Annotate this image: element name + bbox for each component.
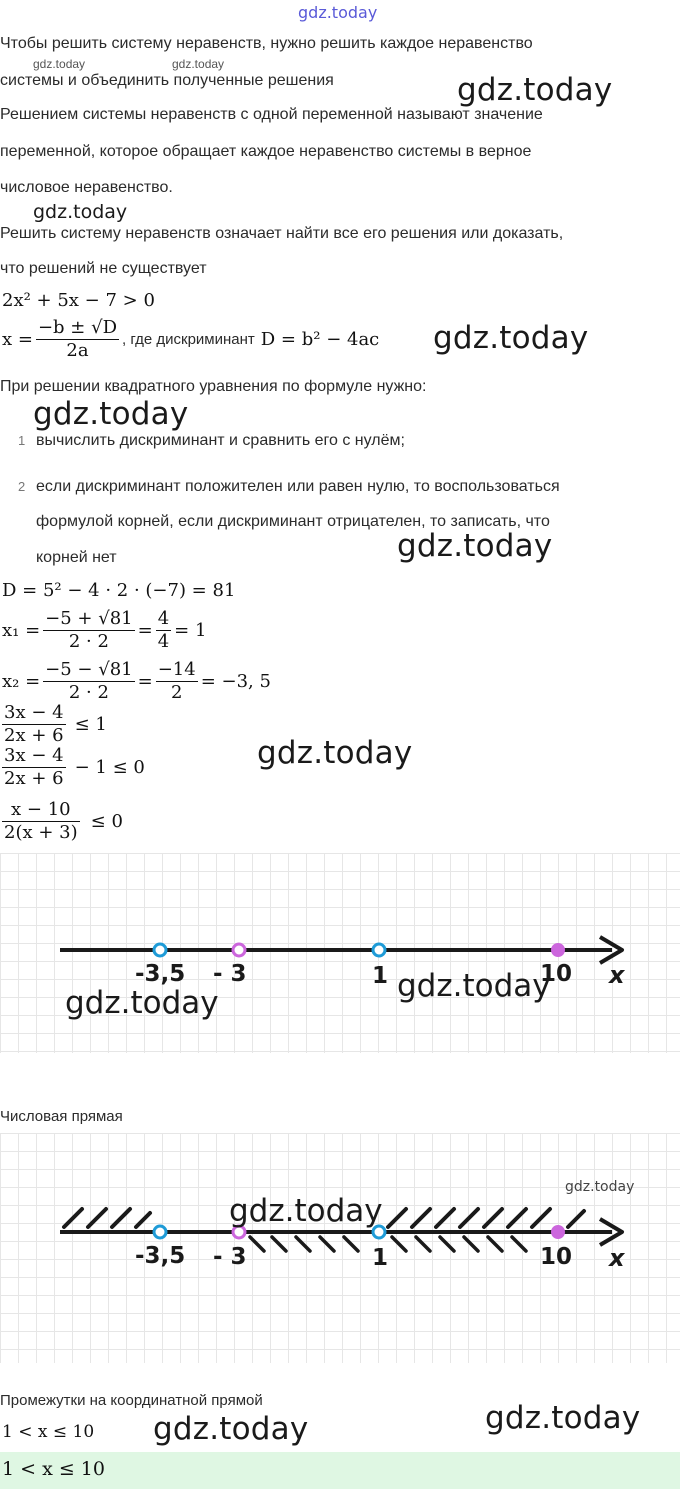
theory-p2-line2: переменной, которое обращает каждое неравенство системы в верное xyxy=(0,143,532,160)
figure2-caption: Числовая прямая xyxy=(0,1108,123,1125)
x2-denominator: 2 · 2 xyxy=(68,682,109,703)
inequality-1: 2x² + 5x − 7 > 0 xyxy=(2,290,155,311)
rational-ineq-3 xyxy=(2,800,123,843)
fig1-watermark-b: gdz.today xyxy=(65,985,219,1021)
x2-result: = −3, 5 xyxy=(200,671,271,692)
watermark-big-3: gdz.today xyxy=(33,396,189,432)
x2-numerator: −5 − √81 xyxy=(45,659,133,680)
x1-denominator: 2 · 2 xyxy=(68,631,109,652)
step-2-line2: формулой корней, если дискриминант отрицателен, то записать, что xyxy=(36,513,550,530)
hatch-right xyxy=(388,1209,584,1227)
fig2-watermark-small: gdz.today xyxy=(565,1179,635,1195)
discriminant-formula: D = b² − 4ac xyxy=(260,329,380,350)
label-minus-3-5: -3,5 xyxy=(135,961,186,987)
r3-numerator: x − 10 xyxy=(2,800,80,822)
root-x2 xyxy=(2,660,271,703)
label-1: 1 xyxy=(372,963,389,989)
bottom-watermark-1: gdz.today xyxy=(153,1411,309,1447)
r2-fraction xyxy=(2,746,66,789)
rational-ineq-2 xyxy=(2,746,145,789)
top-watermark: gdz.today xyxy=(298,3,378,22)
label2-10: 10 xyxy=(540,1244,573,1270)
theory-p2-line1: Решением системы неравенств с одной переменной называют значение xyxy=(0,106,543,123)
r3-denominator: 2(x + 3) xyxy=(4,822,78,843)
point2-10 xyxy=(552,1226,564,1238)
x1-lhs: x₁ = xyxy=(2,620,41,641)
x2-fraction-2 xyxy=(156,660,198,703)
fig1-watermark-a: gdz.today xyxy=(397,968,551,1004)
r1-rest: ≤ 1 xyxy=(74,714,107,735)
x2-denominator-2: 2 xyxy=(170,682,183,703)
x1-numerator-2: 4 xyxy=(157,608,170,629)
discriminant-calc: D = 5² − 4 · 2 · (−7) = 81 xyxy=(2,580,236,601)
final-answer: 1 < x ≤ 10 xyxy=(2,1458,105,1480)
final-answer-bar xyxy=(0,1452,680,1489)
point2-minus-3-5 xyxy=(154,1226,166,1238)
quad-denominator: 2a xyxy=(66,340,89,361)
quad-fraction xyxy=(36,318,119,361)
watermark-small-1: gdz.today xyxy=(33,57,86,71)
x2-numerator-2: −14 xyxy=(157,659,196,680)
point-minus-3-5 xyxy=(154,944,166,956)
label2-1: 1 xyxy=(372,1245,389,1271)
watermark-big-5: gdz.today xyxy=(257,735,413,771)
hatch-left xyxy=(64,1209,150,1227)
r1-numerator: 3x − 4 xyxy=(4,702,64,723)
theory-p2-line3: числовое неравенство. xyxy=(0,179,173,196)
point-minus-3 xyxy=(233,944,245,956)
x1-denominator-2: 4 xyxy=(157,631,170,652)
quadratic-formula xyxy=(2,318,379,361)
r2-numerator: 3x − 4 xyxy=(4,745,64,766)
point-10 xyxy=(552,944,564,956)
watermark-big-4: gdz.today xyxy=(397,528,553,564)
answer-caption: Промежутки на координатной прямой xyxy=(0,1392,263,1409)
x2-eq: = xyxy=(137,671,153,692)
point-1 xyxy=(373,944,385,956)
bottom-watermark-2: gdz.today xyxy=(485,1400,641,1436)
r3-fraction xyxy=(2,800,80,843)
label2-minus-3: - 3 xyxy=(213,1244,247,1270)
x2-lhs: x₂ = xyxy=(2,671,41,692)
x1-fraction-2 xyxy=(156,609,171,652)
label-10: 10 xyxy=(540,961,573,987)
x1-eq: = xyxy=(137,620,153,641)
step-1: вычислить дискриминант и сравнить его с нулём; xyxy=(36,432,405,449)
watermark-big-2: gdz.today xyxy=(433,320,589,356)
label2-minus-3-5: -3,5 xyxy=(135,1243,186,1269)
step-number-1: 1 xyxy=(18,433,26,448)
theory-p3-line2: что решений не существует xyxy=(0,260,207,277)
quad-numerator: −b ± √D xyxy=(37,317,117,338)
watermark-mid-1: gdz.today xyxy=(33,201,128,223)
axis-label-x-1: x xyxy=(609,961,625,989)
quad-lhs: x = xyxy=(2,329,33,350)
number-line-figure-1 xyxy=(0,853,680,1053)
theory-p1-line1: Чтобы решить систему неравенств, нужно решить каждое неравенство xyxy=(0,35,533,52)
x2-fraction xyxy=(43,660,134,703)
theory-p1-line2: системы и объединить полученные решения xyxy=(0,72,334,89)
r2-rest: − 1 ≤ 0 xyxy=(74,757,145,778)
r2-denominator: 2x + 6 xyxy=(4,768,64,789)
label-minus-3: - 3 xyxy=(213,961,247,987)
step-2-line1: если дискриминант положителен или равен нулю, то воспользоваться xyxy=(36,478,560,495)
r1-denominator: 2x + 6 xyxy=(4,725,64,746)
fig2-watermark-big: gdz.today xyxy=(229,1193,383,1229)
r1-fraction xyxy=(2,703,66,746)
x1-fraction xyxy=(43,609,134,652)
number-line-figure-2 xyxy=(0,1133,680,1363)
root-x1 xyxy=(2,609,206,652)
step-number-2: 2 xyxy=(18,479,26,494)
r3-rest: ≤ 0 xyxy=(90,811,123,832)
step-2-line3: корней нет xyxy=(36,549,117,566)
answer-interval: 1 < x ≤ 10 xyxy=(2,1422,95,1442)
steps-intro: При решении квадратного уравнения по формуле нужно: xyxy=(0,378,427,395)
x1-numerator: −5 + √81 xyxy=(45,608,133,629)
rational-ineq-1 xyxy=(2,703,107,746)
theory-p3-line1: Решить систему неравенств означает найти все его решения или доказать, xyxy=(0,225,564,242)
x1-result: = 1 xyxy=(174,620,207,641)
watermark-small-2: gdz.today xyxy=(172,57,225,71)
watermark-big-1: gdz.today xyxy=(457,72,613,108)
discriminant-text: , где дискриминант xyxy=(122,331,255,348)
axis-label-x-2: x xyxy=(609,1244,625,1272)
